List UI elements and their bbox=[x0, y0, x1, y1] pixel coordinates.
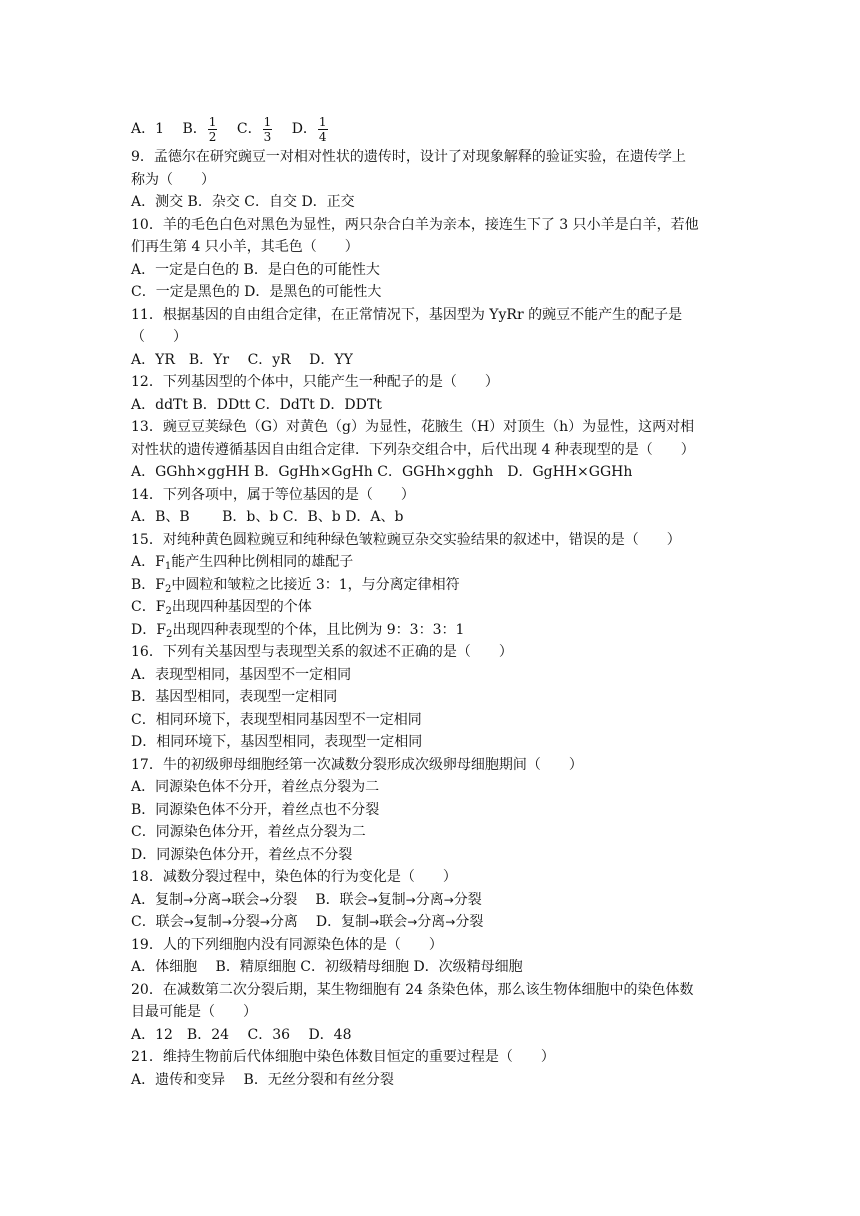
q9-stem-line-1: 9．孟德尔在研究豌豆一对相对性状的遗传时，设计了对现象解释的验证实验，在遗传学上 bbox=[131, 149, 686, 165]
q8-fraction-third: $\frac{1}{3}$ bbox=[263, 114, 272, 144]
q18-options-cd: C．联会→复制→分裂→分离 D．复制→联会→分离→分裂 bbox=[131, 914, 484, 930]
q20-options: A．12 B．24 C．36 D．48 bbox=[131, 1026, 352, 1043]
arrow-icon: → bbox=[445, 915, 456, 929]
q13-options: A．GGhh×ggHH B．GgHh×GgHh C．GGHh×gghh D．GgHH×GGHh bbox=[131, 464, 633, 480]
q11-stem-line-1: 11．根据基因的自由组合定律，在正常情况下，基因型为 YyRr 的豌豆不能产生的配子是 bbox=[131, 306, 683, 323]
q15-option-d: D．$F_2$出现四种表现型的个体，且比例为 9：3：3：1 bbox=[131, 621, 465, 640]
q17-option-a: A．同源染色体不分开，着丝点分裂为二 bbox=[131, 779, 380, 795]
q13-stem-line-2: 对性状的遗传遵循基因自由组合定律．下列杂交组合中，后代出现 4 种表现型的是（ ） bbox=[131, 441, 695, 458]
q11-options: A．YR B．Yr C．yR D．YY bbox=[131, 351, 353, 368]
arrow-icon: → bbox=[369, 915, 380, 929]
q16-option-a: A．表现型相同，基因型不一定相同 bbox=[131, 666, 352, 683]
q17-option-c: C．同源染色体分开，着丝点分裂为二 bbox=[131, 824, 366, 840]
q16-stem: 16．下列有关基因型与表现型关系的叙述不正确的是（ ） bbox=[131, 644, 513, 660]
q8-option-a: A．1 bbox=[131, 121, 165, 137]
q9-stem-line-2: 称为（ ） bbox=[131, 171, 215, 188]
q14-stem: 14．下列各项中，属于等位基因的是（ ） bbox=[131, 486, 415, 503]
q15-option-b: B．$F_2$中圆粒和皱粒之比接近 3：1，与分离定律相符 bbox=[131, 576, 460, 595]
q13-stem-line-1: 13．豌豆豆荚绿色（G）对黄色（g）为显性，花腋生（H）对顶生（h）为显性，这两对相 bbox=[131, 419, 695, 435]
arrow-icon: → bbox=[407, 915, 418, 929]
q12-stem: 12．下列基因型的个体中，只能产生一种配子的是（ ） bbox=[131, 374, 499, 390]
q16-option-c: C．相同环境下，表现型相同基因型不一定相同 bbox=[131, 711, 422, 728]
q8-fraction-half: $\frac{1}{2}$ bbox=[208, 114, 217, 144]
arrow-icon: → bbox=[221, 915, 232, 929]
q10-options-ab: A．一定是白色的 B．是白色的可能性大 bbox=[131, 261, 380, 278]
q10-stem-line-1: 10．羊的毛色白色对黑色为显性，两只杂合白羊为亲本，接连生下了 3 只小羊是白羊，若他 bbox=[131, 216, 699, 233]
q17-option-d: D．同源染色体分开，着丝点不分裂 bbox=[131, 846, 353, 863]
q16-option-d: D．相同环境下，基因型相同，表现型一定相同 bbox=[131, 734, 423, 750]
q15-option-a: A．$F_1$能产生四种比例相同的雄配子 bbox=[131, 554, 354, 572]
q8-options bbox=[131, 112, 731, 146]
q15-stem: 15．对纯种黄色圆粒豌豆和纯种绿色皱粒豌豆杂交实验结果的叙述中，错误的是（ ） bbox=[131, 531, 681, 548]
q21-stem: 21．维持生物前后代体细胞中染色体数目恒定的重要过程是（ ） bbox=[131, 1049, 555, 1065]
q19-options: A．体细胞 B．精原细胞 C．初级精母细胞 D．次级精母细胞 bbox=[131, 959, 523, 975]
arrow-icon: → bbox=[405, 892, 416, 907]
arrow-icon: → bbox=[183, 892, 194, 907]
arrow-icon: → bbox=[183, 915, 194, 929]
q11-stem-line-2: （ ） bbox=[131, 329, 187, 345]
q10-stem-line-2: 们再生第 4 只小羊，其毛色（ ） bbox=[131, 239, 359, 255]
q18-options-ab: A．复制→分离→联会→分裂 B．联会→复制→分离→分裂 bbox=[131, 891, 482, 908]
q17-option-b: B．同源染色体不分开，着丝点也不分裂 bbox=[131, 801, 380, 818]
q16-option-b: B．基因型相同，表现型一定相同 bbox=[131, 689, 338, 705]
arrow-icon: → bbox=[367, 892, 378, 907]
arrow-icon: → bbox=[443, 892, 454, 907]
question-list bbox=[131, 112, 731, 1091]
q15-option-c: C．$F_2$出现四种基因型的个体 bbox=[131, 599, 312, 617]
q20-stem-line-2: 目最可能是（ ） bbox=[131, 1004, 257, 1020]
q8-fraction-quarter: $\frac{1}{4}$ bbox=[318, 114, 327, 144]
q20-stem-line-1: 20．在减数第二次分裂后期，某生物细胞有 24 条染色体，那么该生物体细胞中的染色体数 bbox=[131, 981, 694, 998]
q8-option-d-label: D． bbox=[291, 121, 317, 137]
q17-stem: 17．牛的初级卵母细胞经第一次减数分裂形成次级卵母细胞期间（ ） bbox=[131, 756, 583, 773]
q9-options: A．测交 B．杂交 C．自交 D．正交 bbox=[131, 194, 355, 210]
q19-stem: 19．人的下列细胞内没有同源染色体的是（ ） bbox=[131, 936, 443, 953]
arrow-icon: → bbox=[259, 892, 270, 907]
q8-option-c-label: C． bbox=[236, 121, 262, 137]
q8-option-b-label: B． bbox=[182, 121, 207, 137]
q18-stem: 18．减数分裂过程中，染色体的行为变化是（ ） bbox=[131, 869, 457, 885]
q10-options-cd: C．一定是黑色的 D．是黑色的可能性大 bbox=[131, 284, 382, 300]
arrow-icon: → bbox=[259, 915, 270, 929]
arrow-icon: → bbox=[221, 892, 232, 907]
q21-options: A．遗传和变异 B．无丝分裂和有丝分裂 bbox=[131, 1071, 394, 1088]
q14-options: A．B、B B．b、b C．B、b D．A、b bbox=[131, 509, 404, 525]
q12-options: A．ddTt B．DDtt C．DdTt D．DDTt bbox=[131, 396, 382, 413]
